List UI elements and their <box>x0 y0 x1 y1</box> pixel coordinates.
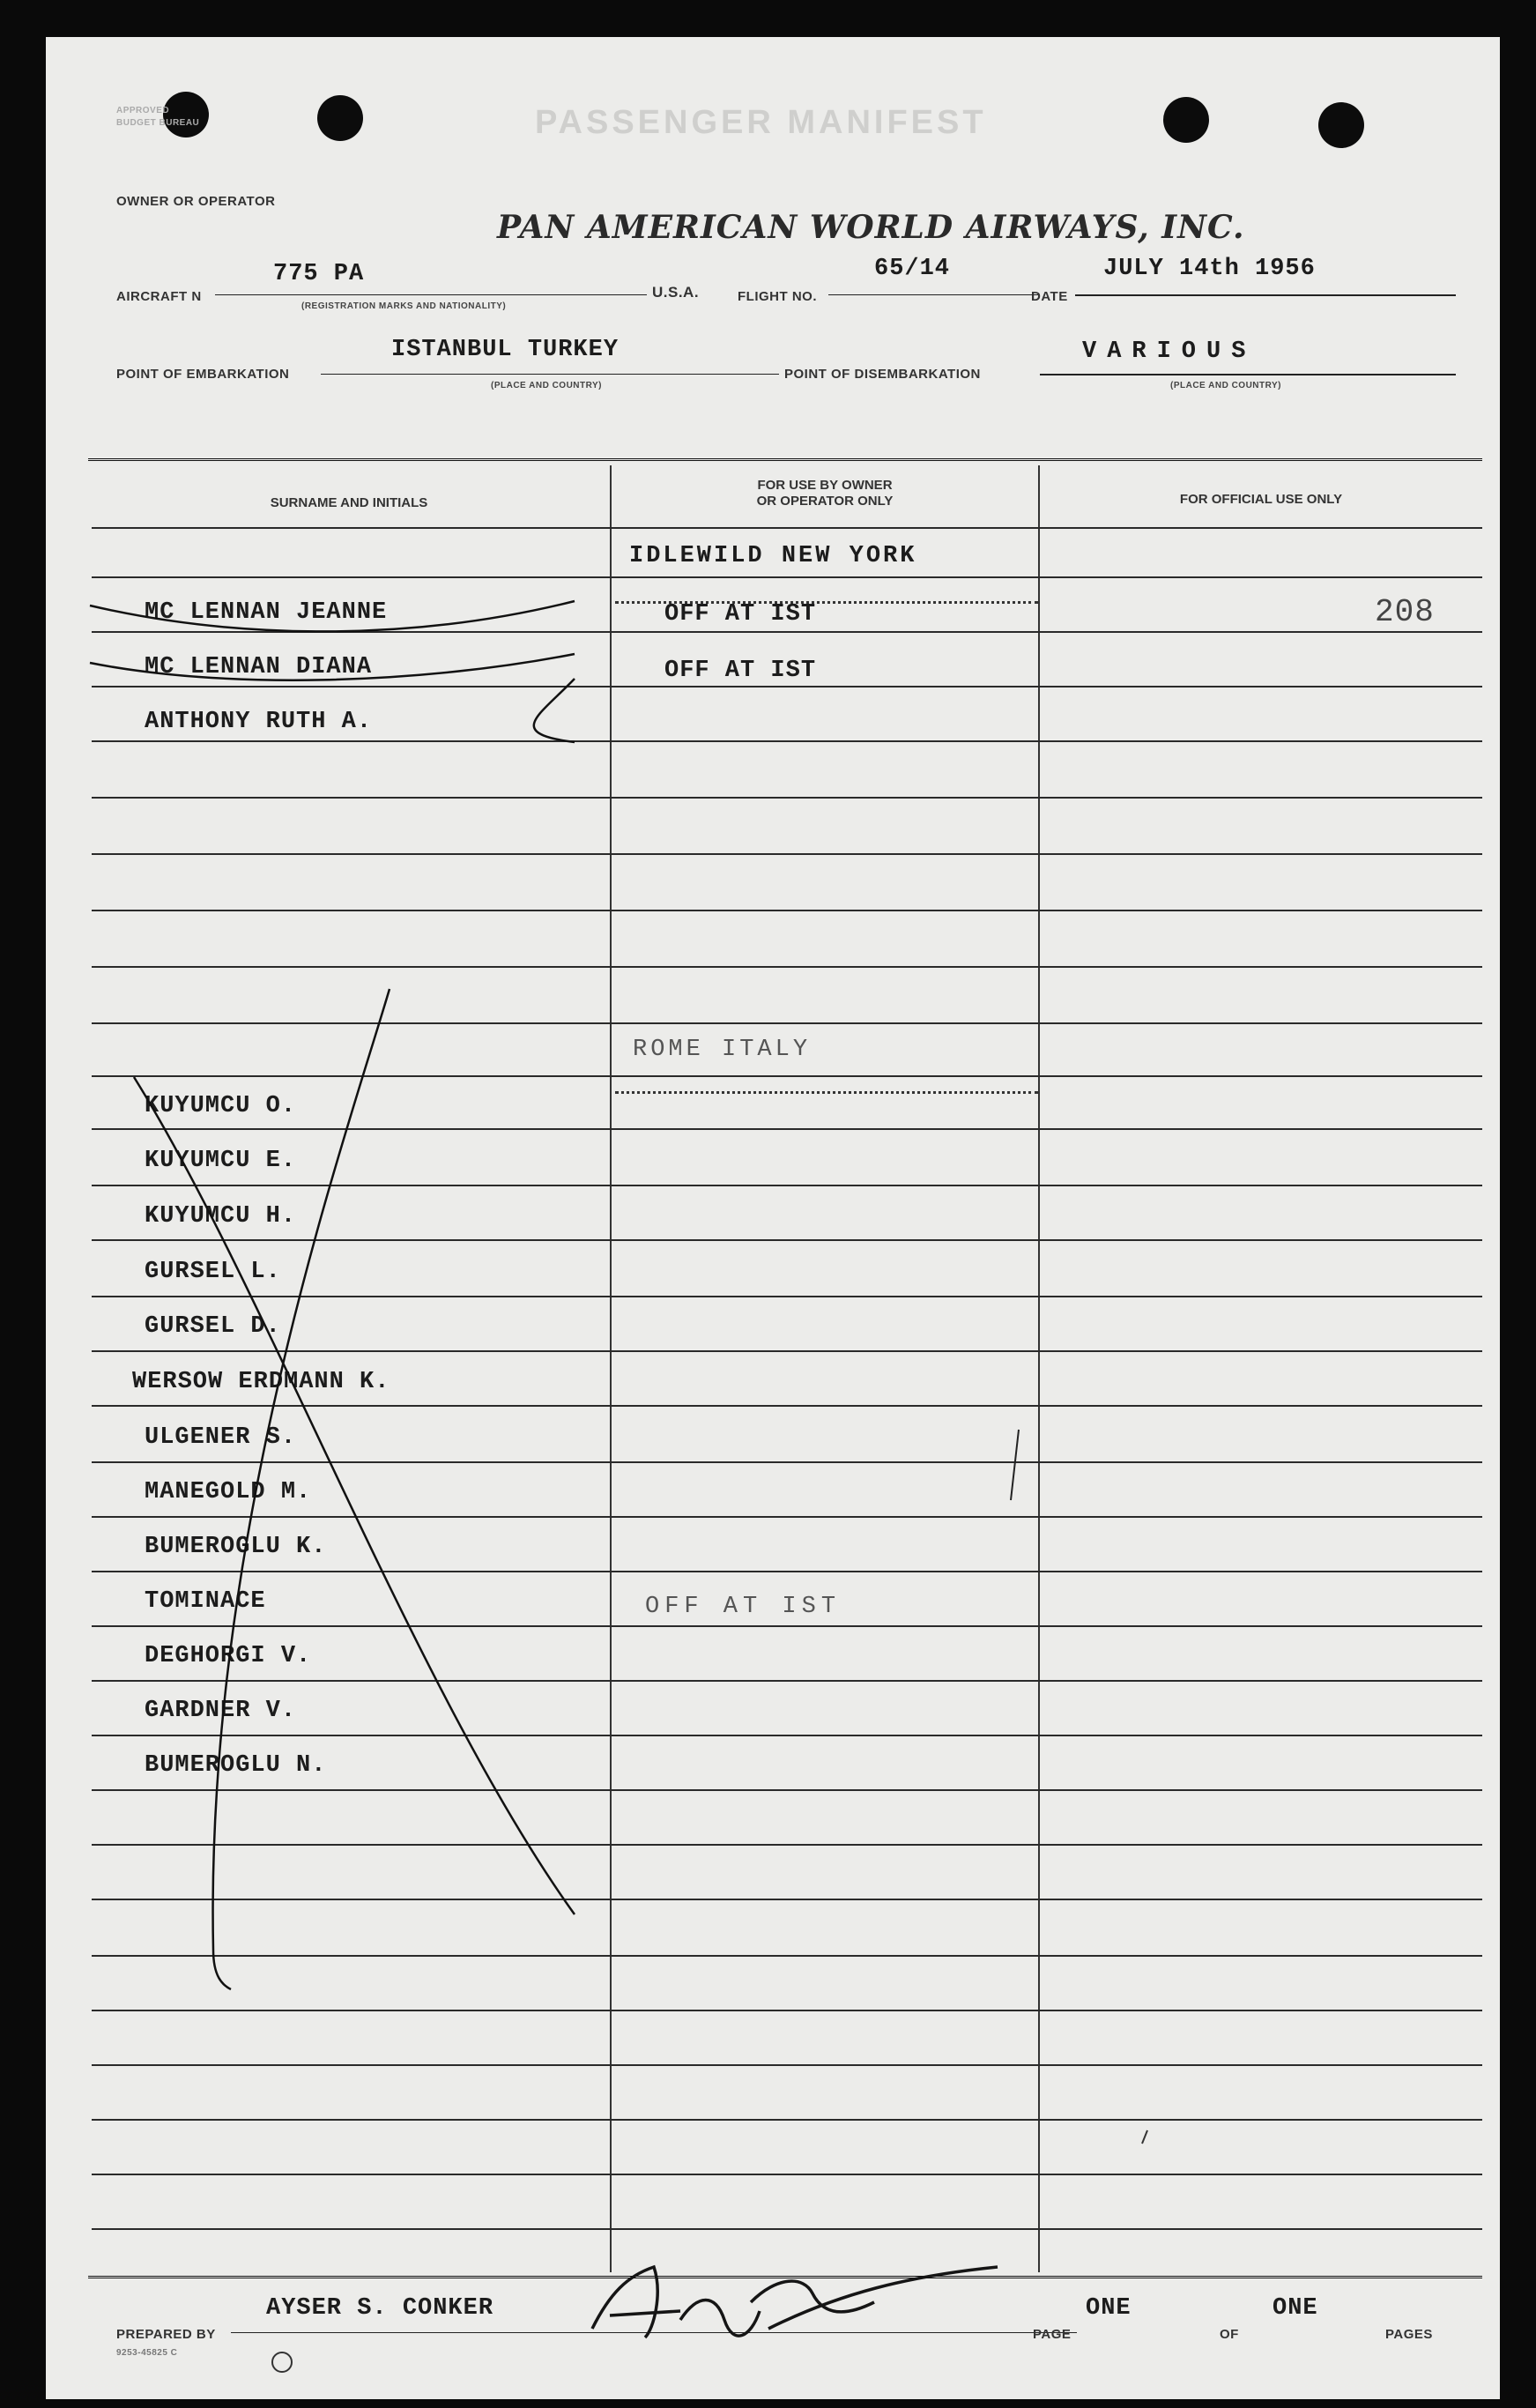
section1-destination: IDLEWILD NEW YORK <box>629 543 917 569</box>
passenger-name-13: TOMINACE <box>145 1588 266 1615</box>
disembarkation-label: POINT OF DISEMBARKATION <box>784 367 981 382</box>
handwritten-marks <box>46 37 1500 2399</box>
pages-label: PAGES <box>1385 2327 1433 2342</box>
stamp-circle <box>272 2352 292 2372</box>
passenger-name-3: ANTHONY RUTH A. <box>145 709 373 735</box>
page-label: PAGE <box>1033 2327 1072 2342</box>
manifest-sheet <box>46 37 1500 2399</box>
passenger-note-2: OFF AT IST <box>664 658 817 684</box>
embarkation-value: ISTANBUL TURKEY <box>391 337 620 363</box>
strike-mark <box>90 654 575 680</box>
cross-out-mark <box>213 989 390 1989</box>
column-header-surname: SURNAME AND INITIALS <box>270 495 428 510</box>
passenger-name-5: KUYUMCU E. <box>145 1148 297 1174</box>
usa-label: U.S.A. <box>652 284 700 301</box>
signature <box>592 2267 998 2337</box>
disembarkation-caption: (PLACE AND COUNTRY) <box>1170 381 1281 390</box>
form-title-faint: PASSENGER MANIFEST <box>535 104 987 141</box>
passenger-name-6: KUYUMCU H. <box>145 1203 297 1230</box>
column-header-official: FOR OFFICIAL USE ONLY <box>1179 492 1343 507</box>
owner-label: OWNER OR OPERATOR <box>116 194 276 209</box>
date-value: JULY 14th 1956 <box>1103 256 1316 282</box>
section2-destination: ROME ITALY <box>633 1037 812 1063</box>
passenger-name-16: BUMEROGLU N. <box>145 1752 327 1779</box>
flight-value: 65/14 <box>874 256 951 282</box>
check-mark <box>534 679 575 742</box>
strike-mark <box>90 601 575 631</box>
aircraft-value: 775 PA <box>273 261 365 287</box>
embarkation-caption: (PLACE AND COUNTRY) <box>491 381 602 390</box>
passenger-name-9: WERSOW ERDMANN K. <box>132 1369 390 1395</box>
flight-label: FLIGHT NO. <box>738 289 817 304</box>
passenger-name-7: GURSEL L. <box>145 1259 281 1285</box>
passenger-name-15: GARDNER V. <box>145 1698 297 1724</box>
cross-out-mark <box>134 1077 575 1914</box>
registration-caption: (REGISTRATION MARKS AND NATIONALITY) <box>301 301 507 311</box>
passenger-name-11: MANEGOLD M. <box>145 1479 312 1505</box>
owner-value: PAN AMERICAN WORLD AIRWAYS, INC. <box>497 209 1245 246</box>
of-value: ONE <box>1273 2295 1318 2322</box>
passenger-name-2: MC LENNAN DIANA <box>145 654 373 680</box>
approval-line-1: APPROVED <box>116 106 170 115</box>
tick-mark <box>1142 2130 1147 2144</box>
passenger-name-12: BUMEROGLU K. <box>145 1534 327 1560</box>
embarkation-label: POINT OF EMBARKATION <box>116 367 290 382</box>
passenger-name-10: ULGENER S. <box>145 1424 297 1451</box>
official-number: 208 <box>1375 594 1435 630</box>
passenger-name-1: MC LENNAN JEANNE <box>145 599 388 626</box>
page-value: ONE <box>1086 2295 1132 2322</box>
owner-use-line-1: FOR USE BY OWNER <box>757 478 893 493</box>
passenger-name-4: KUYUMCU O. <box>145 1093 297 1119</box>
passenger-note-13: OFF AT IST <box>645 1594 842 1620</box>
passenger-name-14: DEGHORGI V. <box>145 1643 312 1669</box>
passenger-note-1: OFF AT IST <box>664 601 817 628</box>
prepared-by-value: AYSER S. CONKER <box>266 2295 494 2322</box>
approval-line-2: BUDGET BUREAU <box>116 118 200 128</box>
of-label: OF <box>1220 2327 1239 2342</box>
owner-use-line-2: OR OPERATOR ONLY <box>756 494 894 509</box>
tick-mark <box>1011 1430 1019 1500</box>
form-code: 9253-45825 C <box>116 2348 178 2358</box>
disembarkation-value: VARIOUS <box>1082 338 1257 365</box>
aircraft-label: AIRCRAFT N <box>116 289 202 304</box>
date-label: DATE <box>1031 289 1068 304</box>
prepared-by-label: PREPARED BY <box>116 2327 216 2342</box>
passenger-name-8: GURSEL D. <box>145 1313 281 1340</box>
